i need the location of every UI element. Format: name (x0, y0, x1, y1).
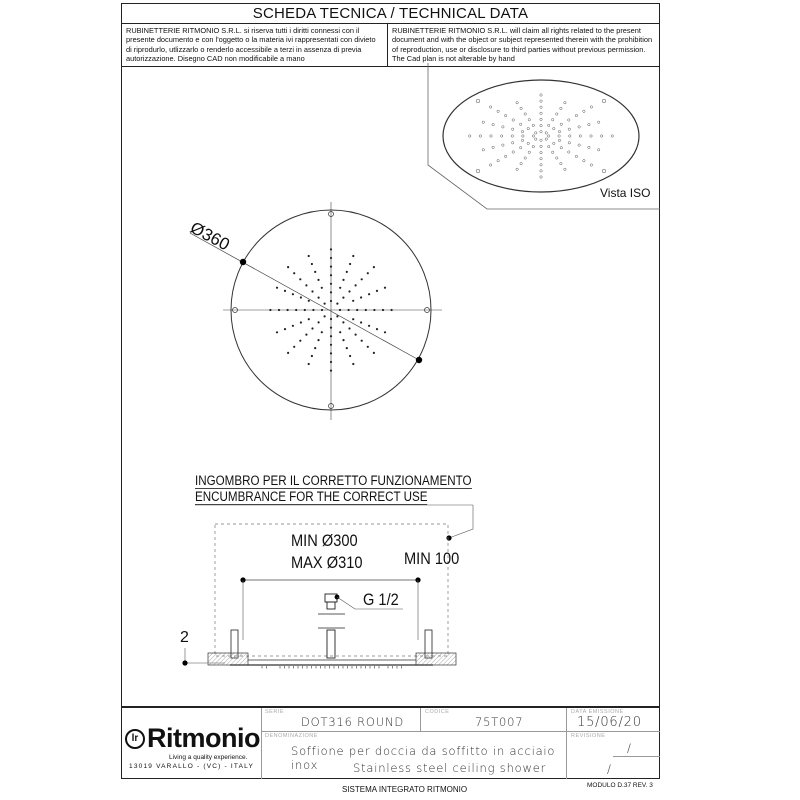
nozzle-dot (489, 106, 491, 108)
nozzle-dot (349, 263, 351, 265)
nozzle-dot (287, 266, 289, 268)
nozzle-dot (330, 300, 332, 302)
nozzle-dot (346, 271, 348, 273)
nozzle-dot (278, 309, 280, 311)
nozzle-dot (284, 328, 286, 330)
nozzle-dot (330, 274, 332, 276)
date-cell (567, 708, 660, 732)
serie-value: DOT316 ROUND (301, 715, 405, 729)
nozzle-dot (504, 114, 506, 116)
nozzle-dot (560, 123, 562, 125)
nozzle-dot (330, 318, 332, 320)
nozzle-dot (540, 145, 542, 147)
nozzle-dot (373, 309, 375, 311)
nozzle-dot (330, 370, 332, 372)
nozzle-dot (348, 309, 350, 311)
issue-date: 15/06/20 (577, 715, 642, 730)
nozzle-dot (356, 309, 358, 311)
description-it: Soffione per doccia da soffitto in acciaio inox (291, 744, 556, 772)
nozzle-dot (304, 309, 306, 311)
footer-module: MODULO D.37 REV. 3 (587, 782, 653, 789)
nozzle-dot (269, 309, 271, 311)
nozzle-dot (384, 287, 386, 289)
nozzle-dot (300, 321, 302, 323)
iso-view-label: Vista ISO (600, 186, 651, 200)
nozzle-dot (330, 335, 332, 337)
nozzle-dot (348, 290, 350, 292)
nozzle-dot (299, 278, 301, 280)
nozzle-dot (552, 151, 554, 153)
revision-caption: REVISIONE (571, 733, 606, 739)
nozzle-dot (560, 162, 562, 164)
callout-leader (449, 505, 473, 538)
nozzle-dot (314, 271, 316, 273)
nozzle-dot (287, 352, 289, 354)
nozzle-dot (520, 147, 522, 149)
nozzle-dot (361, 278, 363, 280)
nozzle-dot (540, 124, 542, 126)
encumbrance-label-en: ENCUMBRANCE FOR THE CORRECT USE (195, 489, 428, 504)
codice-cell (421, 708, 567, 732)
diameter-point-a (240, 259, 246, 265)
description-en: Stainless steel ceiling shower (353, 761, 547, 775)
nozzle-dot (548, 145, 550, 147)
nozzle-dot (346, 347, 348, 349)
nozzle-dot (579, 135, 581, 137)
nozzle-dot (540, 158, 542, 160)
nozzle-dot (540, 151, 542, 153)
encumbrance-label-it: INGOMBRO PER IL CORRETTO FUNZIONAMENTO (195, 473, 472, 488)
iso-nozzles (469, 94, 614, 178)
nozzle-dot (558, 139, 560, 141)
description-cell (261, 732, 567, 779)
nozzle-dot (521, 130, 523, 132)
nozzle-dot (540, 176, 542, 178)
nozzle-dot (528, 151, 530, 153)
ceiling-section-right (416, 653, 456, 665)
revision-divider (613, 756, 660, 757)
nozzle-dot (497, 160, 499, 162)
nozzle-dot (339, 309, 341, 311)
sheet-title: SCHEDA TECNICA / TECHNICAL DATA (122, 4, 659, 24)
nozzle-dot (339, 287, 341, 289)
connector-stem (327, 630, 335, 658)
codice-value: 75T007 (475, 715, 524, 729)
nozzle-dot (479, 135, 481, 137)
nozzle-dot (558, 135, 560, 137)
nozzle-dot (540, 131, 542, 133)
thread-label: G 1/2 (363, 590, 399, 609)
nozzle-dot (355, 334, 357, 336)
nozzle-dot (293, 272, 295, 274)
nozzle-dot (540, 106, 542, 108)
revision-value-1: / (627, 741, 632, 755)
nozzle-dot (324, 315, 326, 317)
nozzle-dot (524, 113, 526, 115)
nozzle-dot (324, 303, 326, 305)
nozzle-dot (578, 144, 580, 146)
connector-body (327, 602, 335, 609)
nozzle-dot (516, 168, 518, 170)
nozzle-dot (520, 162, 522, 164)
nozzle-dot (360, 321, 362, 323)
nozzle-dot (548, 124, 550, 126)
nozzle-dot (540, 170, 542, 172)
nozzle-dot (314, 347, 316, 349)
thickness-point (182, 660, 187, 665)
nozzle-dot (558, 130, 560, 132)
nozzle-dot (352, 363, 354, 365)
nozzle-dot (553, 127, 555, 129)
date-caption: DATA EMISSIONE (571, 709, 624, 715)
nozzle-dot (476, 169, 480, 173)
nozzle-dot (352, 255, 354, 257)
nozzle-dot (535, 138, 537, 140)
nozzle-dot (602, 99, 606, 103)
codice-caption: CODICE (425, 709, 450, 715)
nozzle-dot (540, 112, 542, 114)
nozzle-dot (524, 157, 526, 159)
nozzle-dot (361, 340, 363, 342)
nozzle-dot (352, 300, 354, 302)
nozzle-dot (598, 149, 600, 151)
nozzle-dot (578, 126, 580, 128)
nozzle-dot (293, 346, 295, 348)
nozzle-dot (330, 344, 332, 346)
nozzle-dot (553, 142, 555, 144)
serie-cell (261, 708, 421, 732)
nozzle-dot (311, 327, 313, 329)
title-block (121, 706, 660, 781)
nozzle-dot (540, 164, 542, 166)
nozzle-dot (528, 119, 530, 121)
diameter-point-b (416, 357, 422, 363)
nozzle-dot (373, 266, 375, 268)
nozzle-dot (482, 149, 484, 151)
nozzle-dot (556, 113, 558, 115)
nozzle-dot (512, 151, 514, 153)
nozzle-dot (330, 257, 332, 259)
nozzle-dot (321, 287, 323, 289)
nozzle-dot (511, 135, 513, 137)
nozzle-dot (540, 118, 542, 120)
nozzle-dot (527, 142, 529, 144)
nozzle-dot (476, 99, 480, 103)
nozzle-dot (556, 157, 558, 159)
min-clearance-label: MIN 100 (404, 549, 460, 568)
nozzle-dot (512, 128, 514, 130)
nozzle-dot (545, 132, 547, 134)
nozzle-dot (502, 144, 504, 146)
nozzle-dot (308, 300, 310, 302)
nozzle-dot (330, 283, 332, 285)
nozzle-dot (492, 123, 494, 125)
ritmonio-logo-icon: lr (125, 729, 145, 749)
nozzle-dot (521, 139, 523, 141)
nozzle-dot (308, 318, 310, 320)
nozzle-dot (276, 287, 278, 289)
nozzle-dot (342, 279, 344, 281)
nozzle-dot (311, 290, 313, 292)
nozzle-dot (520, 123, 522, 125)
nozzle-dot (512, 142, 514, 144)
nozzle-dot (367, 346, 369, 348)
diameter-label: Ø360 (187, 218, 233, 255)
nozzle-dot (330, 248, 332, 250)
nozzle-dot (368, 293, 370, 295)
nozzle-dot (348, 327, 350, 329)
nozzle-dot (575, 114, 577, 116)
nozzle-dot (540, 139, 542, 141)
nozzle-dot (292, 293, 294, 295)
nozzle-dot (547, 135, 549, 137)
nozzle-dot (330, 291, 332, 293)
nozzle-dot (469, 135, 471, 137)
nozzle-dot (300, 296, 302, 298)
nozzle-dot (569, 135, 571, 137)
nozzle-dot (376, 290, 378, 292)
nozzle-dot (308, 255, 310, 257)
nozzle-dot (336, 303, 338, 305)
nozzle-dot (512, 119, 514, 121)
nozzle-dot (311, 355, 313, 357)
revision-value-2: / (607, 762, 612, 776)
nozzle-dot (292, 325, 294, 327)
nozzle-dot (342, 321, 344, 323)
nozzle-dot (339, 331, 341, 333)
nozzle-dot (276, 331, 278, 333)
nozzle-dot (482, 121, 484, 123)
nozzle-dot (373, 352, 375, 354)
nozzle-dot (360, 296, 362, 298)
nozzle-dot (330, 352, 332, 354)
nozzle-dot (318, 321, 320, 323)
nozzle-dot (552, 119, 554, 121)
nozzle-dot (352, 318, 354, 320)
nozzle-dot (583, 110, 585, 112)
nozzle-dot (500, 135, 502, 137)
nozzle-dot (527, 127, 529, 129)
nozzle-dot (330, 361, 332, 363)
nozzle-dot (382, 309, 384, 311)
nozzle-dot (540, 94, 542, 96)
nozzle-dot (504, 155, 506, 157)
thickness-label: 2 (180, 629, 189, 646)
copyright-notice-it: RUBINETTERIE RITMONIO S.R.L. si riserva tutti i diritti connessi con il presente documento e con l'oggetto o la materia ivi rappresentati con divieto di riprodurlo, utlizzarlo o renderlo accessibile a terzi in assenza di previa autorizzazione. Disegno CAD non modificabile a mano (122, 23, 388, 67)
nozzle-dot (564, 168, 566, 170)
nozzle-dot (312, 309, 314, 311)
nozzle-dot (560, 107, 562, 109)
brand-tagline: Living a quality experience. (169, 754, 248, 761)
nozzle-dot (532, 145, 534, 147)
nozzle-dot (588, 146, 590, 148)
nozzle-dot (355, 284, 357, 286)
nozzle-dot (490, 135, 492, 137)
nozzle-dot (560, 147, 562, 149)
nozzle-dot (321, 331, 323, 333)
nozzle-dot (520, 107, 522, 109)
nozzle-dot (588, 123, 590, 125)
nozzle-dot (342, 297, 344, 299)
nozzle-dot (367, 272, 369, 274)
nozzle-dot (492, 146, 494, 148)
nozzle-dot (522, 135, 524, 137)
nozzle-dot (568, 119, 570, 121)
nozzle-dot (540, 100, 542, 102)
serie-caption: SERIE (265, 709, 285, 715)
revision-cell (567, 732, 660, 779)
section-nozzles (262, 666, 402, 669)
nozzle-dot (295, 309, 297, 311)
nozzle-dot (611, 135, 613, 137)
nozzle-dot (330, 266, 332, 268)
company-logo-block (121, 708, 262, 779)
nozzle-dot (287, 309, 289, 311)
nozzle-dot (317, 339, 319, 341)
nozzle-dot (590, 106, 592, 108)
callout-point (446, 535, 451, 540)
nozzle-dot (602, 169, 606, 173)
nozzle-dot (311, 263, 313, 265)
nozzle-dot (535, 132, 537, 134)
nozzle-dot (384, 331, 386, 333)
nozzle-dot (336, 315, 338, 317)
nozzle-dot (349, 355, 351, 357)
nozzle-dot (564, 102, 566, 104)
nozzle-dot (308, 363, 310, 365)
brand-name: Ritmonio (147, 723, 260, 753)
nozzle-dot (532, 124, 534, 126)
nozzle-dot (368, 325, 370, 327)
nozzle-dot (317, 279, 319, 281)
max-diameter-label: MAX Ø310 (291, 553, 363, 572)
nozzle-dot (391, 309, 393, 311)
nozzle-dot (568, 142, 570, 144)
nozzle-dot (489, 164, 491, 166)
nozzle-dot (497, 110, 499, 112)
nozzle-dot (305, 284, 307, 286)
copyright-notice-en: RUBINETTERIE RITMONIO S.R.L. will claim all rights related to the present document and with the object or subject represented therein with the prohibition of reproduction, use or disclosure to third parties without previous permission. The Cad plan is not alterable by hand (388, 23, 659, 67)
nozzle-dot (600, 135, 602, 137)
nozzle-dot (590, 135, 592, 137)
company-address: 13019 VARALLO - (VC) - ITALY (129, 763, 254, 770)
nozzle-dot (330, 327, 332, 329)
nozzle-dot (305, 334, 307, 336)
nozzle-dot (590, 164, 592, 166)
description-caption: DENOMINAZIONE (265, 733, 318, 739)
nozzle-dot (545, 138, 547, 140)
nozzle-dot (568, 151, 570, 153)
section-view (182, 505, 473, 669)
nozzle-dot (516, 102, 518, 104)
min-diameter-label: MIN Ø300 (291, 531, 358, 550)
nozzle-dot (299, 340, 301, 342)
nozzle-dot (583, 160, 585, 162)
iso-view-outline (443, 80, 639, 192)
nozzle-dot (568, 128, 570, 130)
nozzle-dot (284, 290, 286, 292)
nozzle-dot (598, 121, 600, 123)
nozzle-dot (532, 135, 534, 137)
nozzle-dot (318, 297, 320, 299)
nozzle-dot (376, 328, 378, 330)
nozzle-dot (365, 309, 367, 311)
nozzle-dot (502, 126, 504, 128)
nozzle-dot (342, 339, 344, 341)
nozzle-dot (575, 155, 577, 157)
footer-system: SISTEMA INTEGRATO RITMONIO (342, 785, 468, 794)
nozzle-dot (321, 309, 323, 311)
